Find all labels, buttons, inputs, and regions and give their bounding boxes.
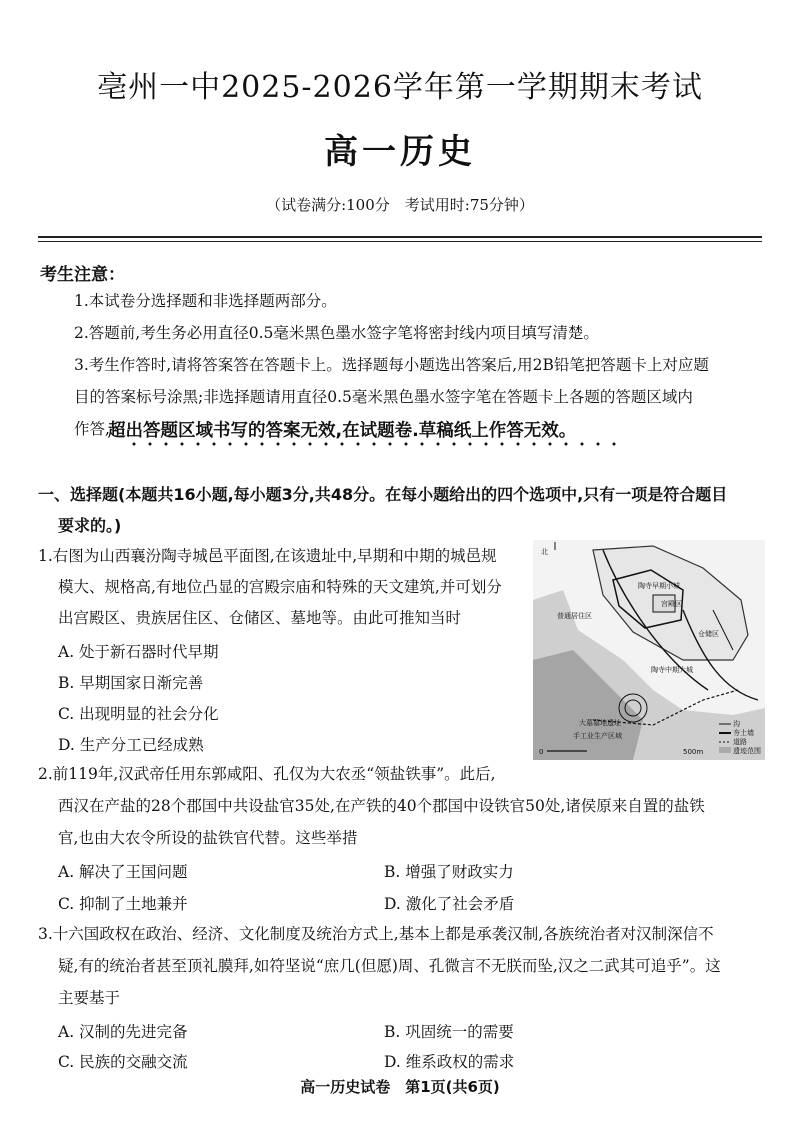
question-3-option-a[interactable]: A. 汉制的先进完备	[58, 1023, 188, 1041]
question-2-stem: 西汉在产盐的28个郡国中共设盐官35处,在产铁的40个郡国中设铁官50处,诸侯原来自置的盐铁	[58, 797, 705, 815]
notice-heading: 考生注意：	[40, 265, 125, 285]
question-1-stem: 出宫殿区、贵族居住区、仓储区、墓地等。由此可推知当时	[58, 609, 462, 627]
question-3-stem: 主要基于	[58, 989, 121, 1007]
notice-item: 2.答题前,考生务必用直径0.5毫米黑色墨水签字笔将密封线内项目填写清楚。	[74, 324, 599, 342]
exam-title: 亳州一中2025-2026学年第一学期期末考试	[97, 70, 703, 105]
exam-meta: （试卷满分:100分 考试用时:75分钟）	[266, 196, 534, 214]
question-2-option-c[interactable]: C. 抑制了土地兼并	[58, 895, 188, 913]
section-heading-cont: 要求的。)	[58, 516, 122, 535]
map-scale-start: 0	[539, 748, 544, 756]
question-1-option-a[interactable]: A. 处于新石器时代早期	[58, 643, 219, 661]
map-label: 仓储区	[698, 630, 719, 638]
map-label: 大墓墓地遗址	[579, 719, 621, 727]
question-3-option-c[interactable]: C. 民族的交融交流	[58, 1053, 188, 1071]
question-2-stem: 官,也由大农令所设的盐铁官代替。这些举措	[58, 829, 358, 847]
question-2-stem: 2.前119年,汉武帝任用东郭咸阳、孔仅为大农丞“领盐铁事”。此后,	[38, 765, 496, 783]
map-north-label: 北	[541, 548, 548, 556]
header-rule-thick	[38, 236, 762, 238]
subject-title: 高一历史	[324, 132, 476, 172]
page-footer: 高一历史试卷 第1页(共6页)	[300, 1078, 500, 1096]
question-3-stem: 3.十六国政权在政治、经济、文化制度及统治方式上,基本上都是承袭汉制,各族统治者对汉制深信不	[38, 925, 714, 943]
map-label: 手工业生产区域	[573, 732, 622, 740]
header-rule-thin	[38, 241, 762, 242]
question-2-option-b[interactable]: B. 增强了财政实力	[384, 863, 514, 881]
emphasis-dots	[126, 441, 616, 447]
map-legend-item: 夯土墙	[733, 729, 754, 737]
map-legend-item: 沟	[733, 720, 740, 728]
map-legend-item: 道路	[733, 738, 747, 746]
notice-emphasis: 超出答题区域书写的答案无效,在试题卷.草稿纸上作答无效。	[108, 421, 577, 441]
notice-item: 作答,	[74, 420, 110, 438]
map-label: 宫殿区	[661, 600, 682, 608]
map-scale-end: 500m	[683, 748, 704, 756]
question-1-stem: 1.右图为山西襄汾陶寺城邑平面图,在该遗址中,早期和中期的城邑规	[38, 547, 497, 565]
question-1-stem: 模大、规格高,有地位凸显的宫殿宗庙和特殊的天文建筑,并可划分	[58, 578, 502, 596]
section-heading: 一、选择题(本题共16小题,每小题3分,共48分。在每小题给出的四个选项中,只有一项是符合题目	[38, 485, 728, 504]
question-1-option-d[interactable]: D. 生产分工已经成熟	[58, 736, 204, 754]
question-1-option-b[interactable]: B. 早期国家日渐完善	[58, 674, 204, 692]
question-3-option-b[interactable]: B. 巩固统一的需要	[384, 1023, 514, 1041]
question-1-option-c[interactable]: C. 出现明显的社会分化	[58, 705, 219, 723]
question-3-option-d[interactable]: D. 维系政权的需求	[384, 1053, 515, 1071]
taosi-site-map	[533, 540, 765, 760]
notice-item: 目的答案标号涂黑;非选择题请用直径0.5毫米黑色墨水签字笔在答题卡上各题的答题区域内	[74, 388, 693, 406]
map-label: 普通居住区	[557, 612, 592, 620]
question-2-option-a[interactable]: A. 解决了王国问题	[58, 863, 188, 881]
map-label: 陶寺中期大城	[651, 666, 693, 674]
question-3-stem: 疑,有的统治者甚至顶礼膜拜,如符坚说“庶几(但愿)周、孔微言不无朕而坠,汉之二武其可追乎”。这	[58, 957, 721, 975]
map-label: 陶寺早期小城	[638, 582, 680, 590]
question-2-option-d[interactable]: D. 激化了社会矛盾	[384, 895, 515, 913]
notice-item: 1.本试卷分选择题和非选择题两部分。	[74, 292, 337, 310]
map-legend-item: 遗迹范围	[733, 747, 761, 755]
notice-item: 3.考生作答时,请将答案答在答题卡上。选择题每小题选出答案后,用2B铅笔把答题卡上对应题	[74, 356, 709, 374]
